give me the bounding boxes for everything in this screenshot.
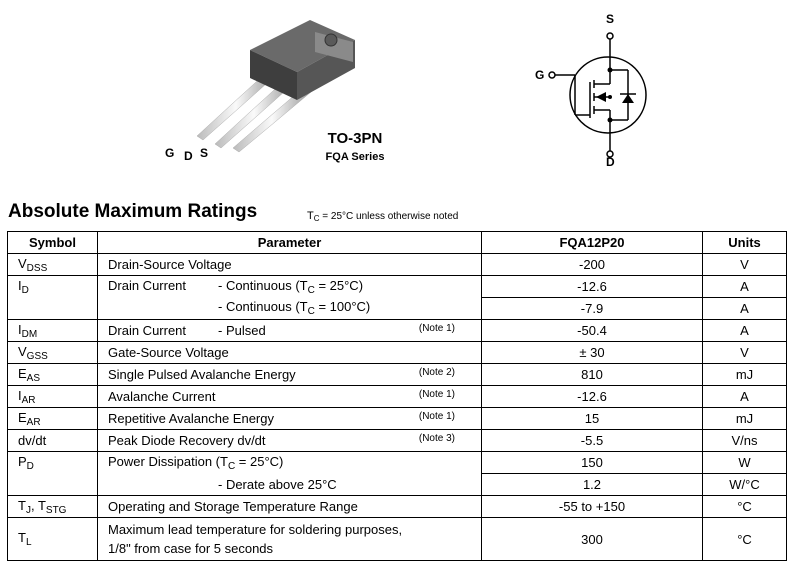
value-cell: 1.2	[482, 474, 703, 496]
header-symbol: Symbol	[8, 232, 98, 254]
symbol-cell: $V_{GSS}$	[8, 342, 98, 364]
value-cell: -12.6	[482, 386, 703, 408]
parameter-cell: Avalanche Current (Note 1)	[98, 386, 482, 408]
parameter-cell: Drain Current - Continuous $(T_C = 25^\circ C)$	[98, 276, 482, 298]
value-cell: 810	[482, 364, 703, 386]
symbol-source-label: S	[606, 12, 615, 26]
pin-s-label: S	[200, 146, 209, 160]
unit-cell: V/ns	[703, 430, 787, 452]
value-cell: -12.6	[482, 276, 703, 298]
table-row	[8, 408, 787, 430]
symbol-cell: $T_J$, $T_{STG}$	[8, 496, 98, 518]
table-row	[8, 298, 787, 320]
parameter-cell: Maximum lead temperature for soldering purposes, 1/8" from case for 5 seconds	[98, 518, 482, 561]
parameter-cell: Repetitive Avalanche Energy (Note 1)	[98, 408, 482, 430]
symbol-cell: $T_L$	[8, 518, 98, 561]
value-cell: -7.9	[482, 298, 703, 320]
unit-cell: A	[703, 298, 787, 320]
section-title: Absolute Maximum Ratings	[8, 201, 258, 222]
parameter-cell: Power Dissipation $(T_C = 25^\circ C)$	[98, 452, 482, 474]
table-row	[8, 386, 787, 408]
unit-cell: °C	[703, 518, 787, 561]
parameter-cell: - Derate above 25°C	[98, 474, 482, 496]
symbol-cell: $I_{DM}$	[8, 320, 98, 342]
unit-cell: A	[703, 320, 787, 342]
value-cell: -5.5	[482, 430, 703, 452]
value-cell: -200	[482, 254, 703, 276]
table-row	[8, 364, 787, 386]
symbol-cell: $I_D$	[8, 276, 98, 320]
symbol-cell: $V_{DSS}$	[8, 254, 98, 276]
value-cell: 300	[482, 518, 703, 561]
unit-cell: A	[703, 276, 787, 298]
parameter-cell: - Continuous $(T_C = 100^\circ C)$	[98, 298, 482, 320]
unit-cell: V	[703, 342, 787, 364]
unit-cell: mJ	[703, 364, 787, 386]
symbol-cell: $E_{AR}$	[8, 408, 98, 430]
unit-cell: W/°C	[703, 474, 787, 496]
unit-cell: A	[703, 386, 787, 408]
parameter-cell: Drain-Source Voltage	[98, 254, 482, 276]
table-row	[8, 342, 787, 364]
table-row	[8, 276, 787, 298]
condition-note: $T_C = 25^\circ C$ unless otherwise noted	[307, 210, 459, 223]
table-row	[8, 430, 787, 452]
symbol-cell: $I_{AR}$	[8, 386, 98, 408]
unit-cell: V	[703, 254, 787, 276]
symbol-cell: $P_D$	[8, 452, 98, 496]
table-header-row	[8, 232, 787, 254]
symbol-gate-label: G	[535, 68, 545, 82]
package-name: TO-3PN	[327, 130, 383, 147]
ratings-table	[7, 231, 787, 561]
table-row	[8, 254, 787, 276]
table-row	[8, 474, 787, 496]
header-part-number: FQA12P20	[482, 232, 703, 254]
parameter-cell: Single Pulsed Avalanche Energy (Note 2)	[98, 364, 482, 386]
p-channel-mosfet-symbol-icon	[530, 10, 660, 170]
table-row	[8, 452, 787, 474]
symbol-cell: $E_{AS}$	[8, 364, 98, 386]
value-cell: -50.4	[482, 320, 703, 342]
header-parameter: Parameter	[98, 232, 482, 254]
table-row	[8, 518, 787, 561]
table-row	[8, 496, 787, 518]
header-units: Units	[703, 232, 787, 254]
value-cell: ± 30	[482, 342, 703, 364]
value-cell: 150	[482, 452, 703, 474]
value-cell: 15	[482, 408, 703, 430]
unit-cell: mJ	[703, 408, 787, 430]
symbol-cell: dv/dt	[8, 430, 98, 452]
table-row	[8, 320, 787, 342]
value-cell: -55 to +150	[482, 496, 703, 518]
parameter-cell: Drain Current - Pulsed (Note 1)	[98, 320, 482, 342]
parameter-cell: Gate-Source Voltage	[98, 342, 482, 364]
package-series: FQA Series	[325, 151, 385, 163]
pin-g-label: G	[165, 146, 175, 160]
parameter-cell: Operating and Storage Temperature Range	[98, 496, 482, 518]
pin-d-label: D	[184, 149, 193, 163]
unit-cell: °C	[703, 496, 787, 518]
unit-cell: W	[703, 452, 787, 474]
symbol-drain-label: D	[606, 155, 615, 169]
parameter-cell: Peak Diode Recovery dv/dt (Note 3)	[98, 430, 482, 452]
